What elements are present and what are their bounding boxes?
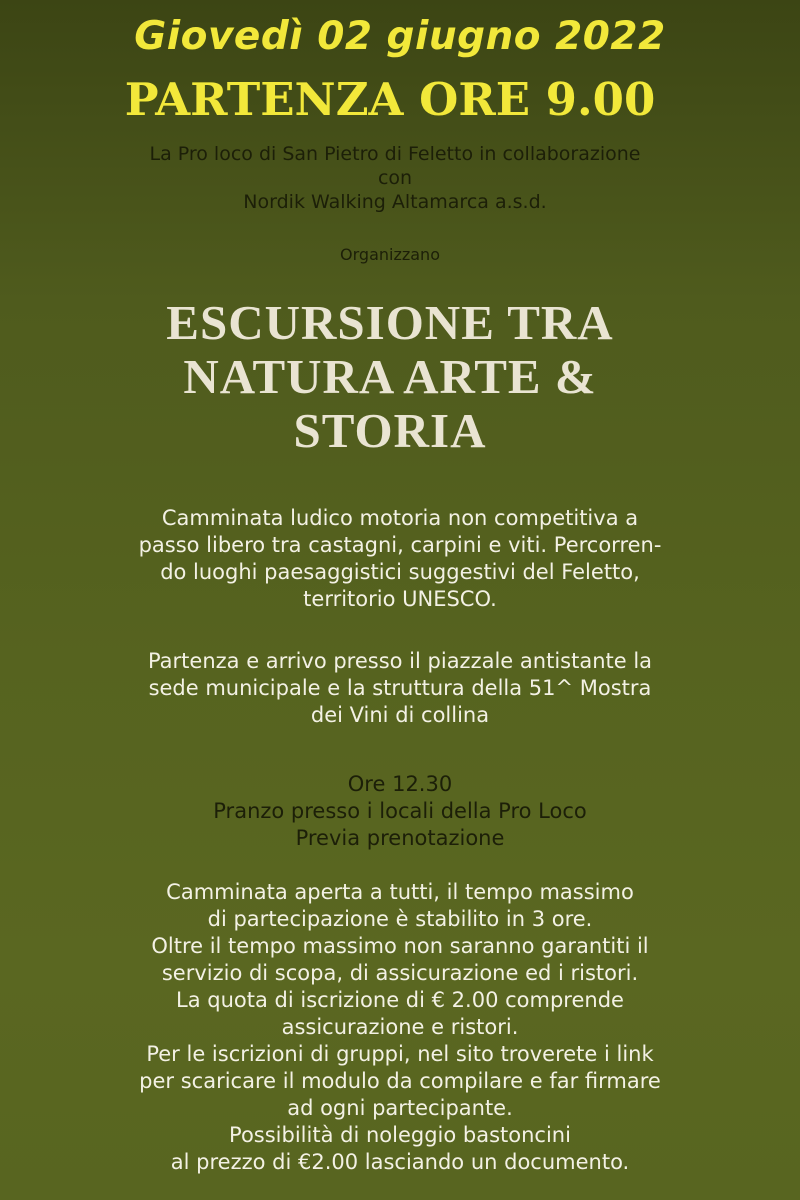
description-line: Camminata ludico motoria non competitiva a — [161, 506, 639, 530]
event-date: Giovedì 02 giugno 2022 — [134, 14, 666, 59]
rules-line: ad ogni partecipante. — [287, 1096, 513, 1120]
rules-line: di partecipazione è stabilito in 3 ore. — [207, 907, 593, 931]
title-line: ESCURSIONE TRA — [166, 295, 614, 350]
participation-rules — [0, 879, 800, 1176]
start-end-line: Partenza e arrivo presso il piazzale antistante la — [147, 649, 653, 673]
intro-line: La Pro loco di San Pietro di Feletto in collaborazione — [149, 143, 641, 165]
rules-line: Possibilità di noleggio bastoncini — [229, 1123, 571, 1147]
lunch-info — [0, 771, 800, 852]
rules-line: La quota di iscrizione di € 2.00 comprende — [176, 988, 624, 1012]
lunch-line: Ore 12.30 — [347, 772, 453, 796]
rules-line: Per le iscrizioni di gruppi, nel sito troverete i link — [146, 1042, 654, 1066]
description-line: do luoghi paesaggistici suggestivi del Feletto, — [160, 560, 640, 584]
lunch-line: Pranzo presso i locali della Pro Loco — [213, 799, 587, 823]
rules-line: Camminata aperta a tutti, il tempo massimo — [166, 880, 634, 904]
title-line: NATURA ARTE & — [183, 349, 597, 404]
departure-time: PARTENZA ORE 9.00 — [124, 73, 656, 126]
event-title — [0, 296, 780, 458]
intro-line: Nordik Walking Altamarca a.s.d. — [243, 191, 547, 213]
organizer-intro — [0, 142, 790, 214]
event-description — [0, 505, 800, 613]
rules-line: assicurazione e ristori. — [281, 1015, 519, 1039]
start-end-line: dei Vini di collina — [310, 703, 490, 727]
rules-line: per scaricare il modulo da compilare e far firmare — [139, 1069, 661, 1093]
rules-line: Oltre il tempo massimo non saranno garantiti il — [151, 934, 649, 958]
title-line: STORIA — [293, 403, 487, 458]
start-end-info — [0, 648, 800, 729]
rules-line: al prezzo di €2.00 lasciando un documento. — [170, 1150, 630, 1174]
intro-line: con — [377, 167, 413, 189]
rules-line: servizio di scopa, di assicurazione ed i ristori. — [161, 961, 639, 985]
start-end-line: sede municipale e la struttura della 51^ Mostra — [148, 676, 652, 700]
description-line: territorio UNESCO. — [303, 587, 497, 611]
organizers-label: Organizzano — [340, 245, 440, 264]
description-line: passo libero tra castagni, carpini e viti. Percorren- — [138, 533, 662, 557]
lunch-line: Previa prenotazione — [295, 826, 505, 850]
